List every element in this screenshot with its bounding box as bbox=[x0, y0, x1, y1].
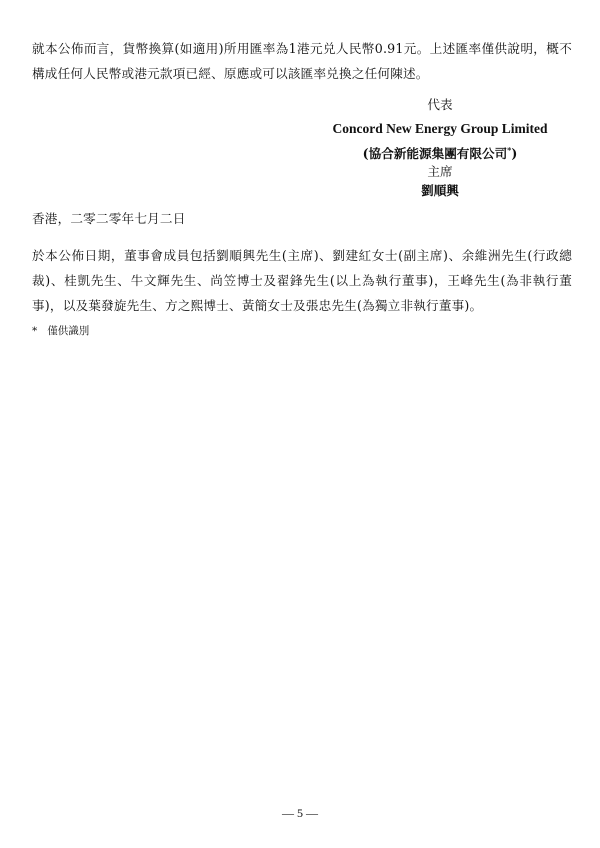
company-chinese-name: (協合新能源集團有限公司 bbox=[362, 146, 508, 162]
date-line: 香港，二零二零年七月二日 bbox=[32, 211, 186, 226]
signature-title: 主席 bbox=[427, 164, 453, 179]
footnote-mark: * bbox=[32, 325, 38, 337]
footnote-text: 僅供識別 bbox=[47, 325, 90, 337]
footnote bbox=[32, 323, 89, 339]
signature-for-label: 代表 bbox=[427, 97, 453, 112]
company-chinese-close: ) bbox=[511, 146, 518, 162]
signature-company-chinese bbox=[300, 141, 580, 163]
signature-company-english: Concord New Energy Group Limited bbox=[332, 121, 548, 136]
exchange-rate-paragraph: 就本公佈而言，貨幣換算(如適用)所用匯率為1港元兑人民幣0.91元。上述匯率僅供說明，概不構成任何人民幣或港元款項已經、原應或可以該匯率兑換之任何陳述。 bbox=[32, 41, 572, 81]
directors-paragraph: 於本公佈日期，董事會成員包括劉順興先生(主席)、劉建紅女士(副主席)、余維洲先生(行政總裁)、桂凱先生、牛文輝先生、尚笠博士及翟鋒先生(以上為執行董事)，王峰先生(為非執行董事)，以及葉發旋先生、方之熙博士、黃簡女士及張忠先生(為獨立非執行董事)。 bbox=[32, 248, 572, 313]
page-number: — 5 — bbox=[282, 806, 318, 820]
signature-name: 劉順興 bbox=[421, 183, 459, 198]
identification-mark: * bbox=[507, 145, 512, 155]
